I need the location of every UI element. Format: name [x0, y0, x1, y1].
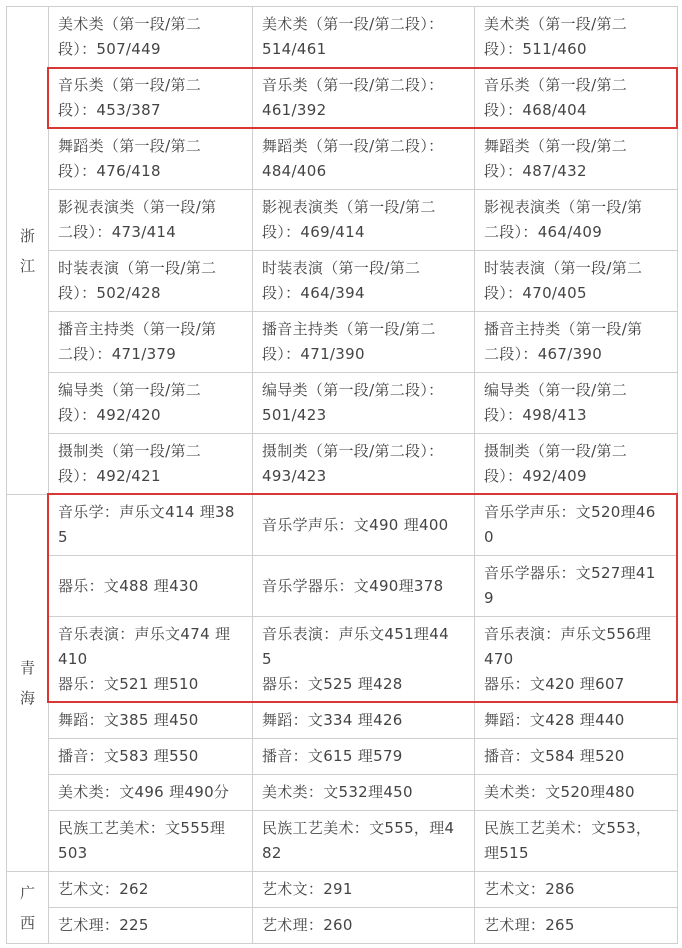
score-cell-line: 艺术文：286	[484, 880, 575, 898]
table-row	[7, 556, 678, 617]
province-cell-guangxi	[7, 872, 49, 944]
score-cell-col-2	[253, 495, 475, 556]
score-cell-line: 民族工艺美术：文555，理4	[262, 819, 455, 837]
score-cell-col-2	[253, 556, 475, 617]
score-cell-col-2	[253, 908, 475, 944]
score-cell-col-1	[49, 556, 253, 617]
score-table-body	[7, 7, 678, 944]
score-cell-col-3	[475, 775, 678, 811]
score-cell-line: 5	[58, 528, 68, 546]
score-cell-line: 音乐类（第一段/第二	[58, 76, 202, 94]
score-cell-line: 时装表演（第一段/第二	[58, 259, 217, 277]
score-cell-line: 播音主持类（第一段/第二	[262, 320, 436, 338]
table-row	[7, 190, 678, 251]
score-cell-line: 美术类：文532理450	[262, 783, 413, 801]
score-cell-line: 编导类（第一段/第二段）：	[262, 381, 444, 399]
score-cell-line: 影视表演类（第一段/第二	[262, 198, 436, 216]
score-cell-line: 舞蹈类（第一段/第二段）：	[262, 137, 444, 155]
score-cell-col-3	[475, 495, 678, 556]
score-cell-col-2	[253, 434, 475, 495]
score-cell-col-3	[475, 908, 678, 944]
table-row	[7, 68, 678, 129]
score-cell-col-1	[49, 129, 253, 190]
score-cell-line: 0	[484, 528, 494, 546]
table-row	[7, 7, 678, 68]
province-char: 海	[19, 689, 35, 707]
score-cell-line: 艺术文：291	[262, 880, 353, 898]
score-cell-col-3	[475, 739, 678, 775]
score-cell-line: 舞蹈：文428 理440	[484, 711, 625, 729]
score-cell-line: 时装表演（第一段/第二	[262, 259, 421, 277]
score-cell-col-2	[253, 373, 475, 434]
score-cell-col-3	[475, 373, 678, 434]
score-cell-col-1	[49, 434, 253, 495]
score-cell-line: 摄制类（第一段/第二段）：	[262, 442, 444, 460]
table-row	[7, 434, 678, 495]
score-cell-line: 段）：502/428	[58, 284, 161, 302]
table-row	[7, 739, 678, 775]
score-cell-line: 播音主持类（第一段/第	[484, 320, 643, 338]
score-cell-col-3	[475, 703, 678, 739]
table-row	[7, 129, 678, 190]
table-row	[7, 312, 678, 373]
score-cell-line: 舞蹈类（第一段/第二	[484, 137, 628, 155]
score-cell-line: 二段）：467/390	[484, 345, 603, 363]
score-cell-line: 段）：464/394	[262, 284, 365, 302]
score-cell-line: 器乐：文525 理428	[262, 675, 403, 693]
score-cell-line: 音乐表演：声乐文451理44	[262, 625, 449, 643]
score-cell-col-1	[49, 373, 253, 434]
score-cell-line: 播音主持类（第一段/第	[58, 320, 217, 338]
score-cell-col-1	[49, 68, 253, 129]
score-cell-col-1	[49, 811, 253, 872]
score-cell-line: 美术类（第一段/第二	[484, 15, 628, 33]
score-cell-col-3	[475, 251, 678, 312]
score-cell-col-2	[253, 68, 475, 129]
score-cell-col-2	[253, 775, 475, 811]
score-cell-line: 段）：498/413	[484, 406, 587, 424]
score-cell-line: 段）：469/414	[262, 223, 365, 241]
province-char: 西	[19, 913, 35, 932]
score-table	[6, 6, 678, 944]
score-cell-line: 470	[484, 650, 514, 668]
province-char: 浙	[19, 226, 35, 245]
score-cell-line: 音乐类（第一段/第二	[484, 76, 628, 94]
table-row	[7, 872, 678, 908]
province-cell-zhejiang	[7, 7, 49, 495]
score-cell-col-3	[475, 556, 678, 617]
score-cell-col-1	[49, 908, 253, 944]
province-char: 青	[19, 659, 35, 677]
score-cell-line: 影视表演类（第一段/第	[58, 198, 217, 216]
province-char: 广	[19, 883, 35, 902]
score-cell-col-2	[253, 7, 475, 68]
score-cell-col-2	[253, 739, 475, 775]
score-cell-line: 编导类（第一段/第二	[484, 381, 628, 399]
table-row	[7, 251, 678, 312]
score-cell-line: 音乐学声乐：文520理46	[484, 503, 656, 521]
score-cell-col-2	[253, 312, 475, 373]
score-cell-col-1	[49, 190, 253, 251]
province-char: 江	[19, 256, 35, 275]
score-cell-col-1	[49, 872, 253, 908]
table-row	[7, 703, 678, 739]
score-cell-line: 段）：470/405	[484, 284, 587, 302]
score-cell-line: 501/423	[262, 406, 327, 424]
score-cell-line: 段）：487/432	[484, 162, 587, 180]
score-cell-line: 段）：468/404	[484, 101, 587, 119]
table-row	[7, 775, 678, 811]
score-cell-line: 器乐：文420 理607	[484, 675, 625, 693]
score-cell-line: 艺术理：260	[262, 916, 353, 934]
table-row	[7, 811, 678, 872]
score-cell-col-1	[49, 739, 253, 775]
score-cell-col-3	[475, 617, 678, 703]
score-cell-line: 器乐：文521 理510	[58, 675, 199, 693]
score-cell-line: 音乐学器乐：文490理378	[262, 576, 444, 595]
score-cell-line: 影视表演类（第一段/第	[484, 198, 643, 216]
score-cell-col-3	[475, 434, 678, 495]
score-cell-col-2	[253, 251, 475, 312]
score-cell-line: 美术类：文496 理490分	[58, 783, 230, 801]
score-cell-col-3	[475, 190, 678, 251]
score-cell-line: 二段）：473/414	[58, 223, 177, 241]
score-cell-line: 音乐表演：声乐文556理	[484, 625, 652, 643]
score-cell-line: 理515	[484, 844, 529, 862]
score-cell-col-1	[49, 251, 253, 312]
score-cell-line: 艺术文：262	[58, 880, 149, 898]
score-cell-line: 段）：492/421	[58, 467, 161, 485]
score-cell-line: 美术类（第一段/第二	[58, 15, 202, 33]
score-cell-col-2	[253, 811, 475, 872]
score-cell-line: 5	[262, 650, 272, 668]
score-cell-line: 音乐学：声乐文414 理38	[58, 503, 235, 521]
score-cell-line: 舞蹈类（第一段/第二	[58, 137, 202, 155]
table-row	[7, 495, 678, 556]
score-cell-line: 艺术理：225	[58, 916, 149, 934]
score-cell-line: 播音：文583 理550	[58, 747, 199, 765]
score-cell-col-1	[49, 775, 253, 811]
score-cell-col-3	[475, 129, 678, 190]
score-cell-line: 器乐：文488 理430	[58, 576, 199, 595]
score-cell-col-3	[475, 872, 678, 908]
score-cell-line: 播音：文615 理579	[262, 747, 403, 765]
score-cell-line: 摄制类（第一段/第二	[58, 442, 202, 460]
score-cell-line: 舞蹈：文385 理450	[58, 711, 199, 729]
score-cell-col-3	[475, 312, 678, 373]
score-cell-col-1	[49, 617, 253, 703]
score-cell-col-3	[475, 7, 678, 68]
score-cell-line: 493/423	[262, 467, 327, 485]
score-cell-line: 二段）：471/379	[58, 345, 177, 363]
score-cell-line: 段）：476/418	[58, 162, 161, 180]
score-cell-line: 段）：511/460	[484, 40, 587, 58]
score-cell-col-2	[253, 190, 475, 251]
score-cell-line: 514/461	[262, 40, 327, 58]
score-cell-line: 410	[58, 650, 88, 668]
score-cell-line: 段）：492/420	[58, 406, 161, 424]
score-cell-line: 舞蹈：文334 理426	[262, 711, 403, 729]
score-cell-col-2	[253, 703, 475, 739]
score-cell-line: 二段）：464/409	[484, 223, 603, 241]
score-cell-line: 时装表演（第一段/第二	[484, 259, 643, 277]
score-cell-line: 段）：471/390	[262, 345, 365, 363]
score-cell-col-1	[49, 495, 253, 556]
score-cell-line: 461/392	[262, 101, 327, 119]
score-cell-line: 美术类（第一段/第二段）：	[262, 15, 444, 33]
score-cell-line: 播音：文584 理520	[484, 747, 625, 765]
score-cell-line: 民族工艺美术：文553，	[484, 819, 652, 837]
score-cell-line: 民族工艺美术：文555理	[58, 819, 226, 837]
score-cell-line: 段）：492/409	[484, 467, 587, 485]
score-cell-line: 音乐学声乐：文490 理400	[262, 515, 449, 534]
score-cell-col-1	[49, 7, 253, 68]
score-cell-col-2	[253, 617, 475, 703]
score-cell-line: 音乐表演：声乐文474 理	[58, 625, 231, 643]
score-cell-line: 503	[58, 844, 88, 862]
score-cell-line: 音乐类（第一段/第二段）：	[262, 76, 444, 94]
table-row	[7, 617, 678, 703]
score-cell-col-2	[253, 872, 475, 908]
score-cell-line: 9	[484, 589, 494, 607]
score-cell-col-1	[49, 312, 253, 373]
score-cell-line: 编导类（第一段/第二	[58, 381, 202, 399]
score-cell-line: 美术类：文520理480	[484, 783, 635, 801]
score-cell-line: 段）：507/449	[58, 40, 161, 58]
score-cell-line: 音乐学器乐：文527理41	[484, 564, 656, 582]
table-row	[7, 373, 678, 434]
score-cell-line: 段）：453/387	[58, 101, 161, 119]
score-cell-line: 艺术理：265	[484, 916, 575, 934]
score-cell-col-3	[475, 68, 678, 129]
table-row	[7, 908, 678, 944]
score-cell-col-2	[253, 129, 475, 190]
province-cell-qinghai	[7, 495, 49, 872]
score-cell-line: 摄制类（第一段/第二	[484, 442, 628, 460]
score-cell-col-1	[49, 703, 253, 739]
score-cell-line: 484/406	[262, 162, 327, 180]
score-cell-line: 82	[262, 844, 282, 862]
score-cell-col-3	[475, 811, 678, 872]
